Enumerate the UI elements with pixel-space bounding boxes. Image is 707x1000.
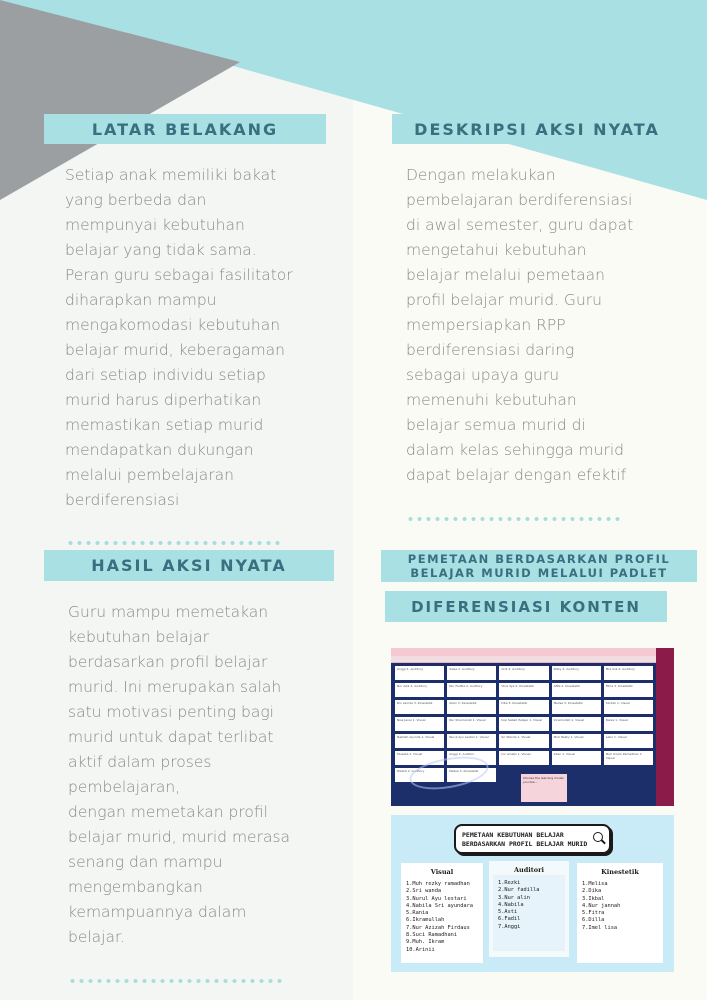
padlet-card: Muh Ikram Ramadhan 1. Visual <box>604 751 653 765</box>
padlet-card: Sa'dah 1. Visual <box>604 700 653 714</box>
kinestetik-list-item: 6.Dilla <box>582 917 605 924</box>
padlet-card: Ivo ameks 1. Visual <box>499 751 548 765</box>
visual-list-item: 1.Muh rezky ramadhan <box>406 881 470 887</box>
auditori-list-box <box>493 875 565 951</box>
kinestetik-title: Kinestetik <box>601 868 639 876</box>
padlet-card: Rania 1. Visual <box>604 717 653 731</box>
auditori-column <box>489 861 569 957</box>
search-line1: PEMETAAN KEBUTUHAN BELAJAR <box>462 831 564 839</box>
taskbar-side <box>656 648 674 806</box>
kinestetik-column <box>577 863 663 963</box>
padlet-card: Muh Rezky 1. Visual <box>552 734 601 748</box>
padlet-card: Nur Azik 2. Auditory <box>395 683 444 697</box>
dotted-divider <box>68 978 283 984</box>
padlet-card: Anggi 2. Auditori <box>447 751 496 765</box>
kinestetik-list <box>582 881 663 932</box>
auditori-list <box>498 880 565 931</box>
auditori-list-item: 2.Nur fadilla <box>498 887 540 894</box>
padlet-card: Alam 3. Kinestetik <box>447 700 496 714</box>
auditori-list-item: 1.Rezki <box>498 880 521 886</box>
visual-list-item: 8.Suci Ramadhani <box>406 932 458 939</box>
padlet-card: Nurul Ayu Lestari 1. Visual <box>447 734 496 748</box>
padlet-card: Innamullah 1. Visual <box>552 717 601 731</box>
auditori-list-item: 6.Fadil <box>498 916 521 923</box>
paragraph-latar-belakang: Setiap anak memiliki bakat yang berbeda dan mempunyai kebutuhan belajar yang tidak sama. Peran guru sebagai fasilitator diharapkan mampu mengakomodasi kebutuhan belajar murid, keberagaman dari setiap individu setiap murid harus diperhatikan memastikan setiap murid mendapatkan dukungan melalui pembelajaran berdiferensiasi <box>65 166 293 509</box>
browser-tab-bar <box>391 648 674 656</box>
padlet-card: Melisa 3. Kinestetik <box>447 768 496 782</box>
padlet-notice-card: Choose the learning model you like... <box>521 774 567 802</box>
heading-latar-belakang: LATAR BELAKANG <box>44 114 326 144</box>
padlet-card: Intan 1. Visual <box>552 751 601 765</box>
visual-list-item: 6.Ikramullah <box>406 917 445 924</box>
auditori-list-item: 7.Anggi <box>498 923 521 930</box>
browser-url-bar <box>391 656 674 663</box>
visual-list-item: 7.Nur Azizah Firdaus <box>406 924 470 931</box>
padlet-card: Mia lina 2. Auditory <box>604 666 653 680</box>
padlet-screenshot <box>391 648 674 806</box>
padlet-card: Melisa 3. Kinestetik <box>552 700 601 714</box>
dotted-divider <box>66 540 281 546</box>
kinestetik-list-item: 3.Ikbal <box>582 895 605 902</box>
visual-column <box>401 863 483 963</box>
heading-hasil-aksi-nyata: HASIL AKSI NYATA <box>44 550 334 581</box>
padlet-card: Anggi 2. Auditory <box>395 666 444 680</box>
visual-list-item: 4.Nabila Sri ayundara <box>406 902 473 909</box>
padlet-card: Nabilah Ayunda 1. Visual <box>395 734 444 748</box>
auditori-list-item: 3.Nur alin <box>498 894 530 901</box>
visual-list-item: 3.Nurul Ayu lestari <box>406 895 467 902</box>
padlet-card: Vina dya 2. Kinestetik <box>499 683 548 697</box>
visual-title: Visual <box>430 868 454 876</box>
profil-belajar-panel <box>391 815 674 972</box>
padlet-card: Kop Sabah Pelajar 1. Visual <box>499 717 548 731</box>
padlet-card: Sri Wanda 1. Visual <box>499 734 548 748</box>
heading-pemetaan-line1: PEMETAAN BERDASARKAN PROFIL <box>407 552 671 566</box>
heading-pemetaan-padlet <box>381 550 697 582</box>
auditori-title: Auditori <box>513 866 544 874</box>
padlet-card: Salsa 2. Auditory <box>447 666 496 680</box>
pemetaan-search-box <box>454 824 611 854</box>
padlet-card: Afifa 2. Kinestetik <box>552 683 601 697</box>
kinestetik-list-item: 2.Dika <box>582 888 602 895</box>
padlet-card: Nur Fadilla 2. Auditory <box>447 683 496 697</box>
paragraph-hasil-aksi-nyata: Guru mampu memetakan kebutuhan belajar berdasarkan profil belajar murid. Ini merupakan salah satu motivasi penting bagi murid untuk dapat terlibat aktif dalam proses pembelajaran, dengan memetakan profil belajar murid, murid merasa senang dan mampu mengembangkan kemampuannya dalam belajar. <box>68 603 291 946</box>
heading-diferensiasi-konten: DIFERENSIASI KONTEN <box>385 591 667 622</box>
paragraph-deskripsi-aksi-nyata: Dengan melakukan pembelajaran berdiferensiasi di awal semester, guru dapat mengetahui kebutuhan belajar melalui pemetaan profil belajar murid. Guru mempersiapkan RPP berdiferensiasi daring sebagai upaya guru memenuhi kebutuhan belajar semua murid di dalam kelas sehingga murid dapat belajar dengan efektif <box>406 166 634 484</box>
auditori-list-item: 5.Asti <box>498 909 518 916</box>
visual-list-item: 2.Sri wanda <box>406 888 442 895</box>
heading-pemetaan-line2: BELAJAR MURID MELALUI PADLET <box>410 566 668 580</box>
padlet-card: Nur Khumairah 1. Visual <box>447 717 496 731</box>
visual-list-item: 5.Rania <box>406 910 429 917</box>
kinestetik-list-item: 1.Melisa <box>582 881 608 887</box>
padlet-card: Nisa Janai 1. Visual <box>395 717 444 731</box>
padlet-card: Rizaldi 2. Auditory <box>395 768 444 782</box>
padlet-card: Rio Lamda 3. Kinestetik <box>395 700 444 714</box>
padlet-card: Ardi 2. Auditory <box>499 666 548 680</box>
visual-list-item: 9.Muh. Ikram <box>406 939 445 946</box>
visual-list-item: 10.Arinii <box>406 946 435 953</box>
dotted-divider <box>406 516 621 522</box>
padlet-card: Dita 3. Kinestetik <box>499 700 548 714</box>
padlet-card: Rizky 2. Auditory <box>552 666 601 680</box>
search-icon <box>593 832 603 842</box>
padlet-card: Musaka 1. Visual <box>395 751 444 765</box>
kinestetik-list-item: 4.Nur jannah <box>582 902 621 909</box>
padlet-card: Fitria 3. Kinestetik <box>604 683 653 697</box>
search-line2: BERDASARKAN PROFIL BELAJAR MURID <box>462 840 588 848</box>
heading-deskripsi-aksi-nyata: DESKRIPSI AKSI NYATA <box>392 114 682 144</box>
kinestetik-list-item: 5.Fitra <box>582 910 605 917</box>
kinestetik-list-item: 7.Imel lisa <box>582 924 618 931</box>
padlet-card: Lebo 1. Visual <box>604 734 653 748</box>
visual-list <box>406 881 483 954</box>
auditori-list-item: 4.Nabila <box>498 901 524 908</box>
